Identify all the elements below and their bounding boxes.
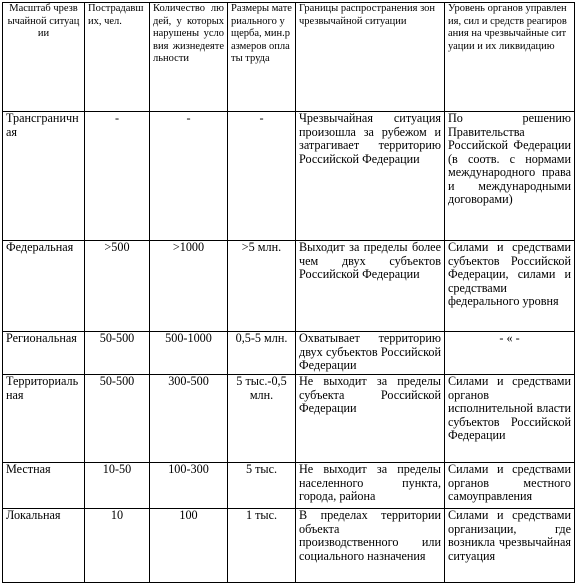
- cell-damage: 5 тыс.: [228, 463, 296, 509]
- cell-scale: Местная: [3, 463, 85, 509]
- table-row: [3, 332, 575, 375]
- cell-disrupted: 100: [150, 509, 228, 583]
- cell-disrupted: 100-300: [150, 463, 228, 509]
- table-row: [3, 112, 575, 241]
- cell-damage: >5 млн.: [228, 241, 296, 332]
- table-row: [3, 463, 575, 509]
- cell-response-level: Силами и средствами органов исполнительной власти субъектов Российской Федерации: [445, 375, 575, 463]
- cell-victims: 50-500: [85, 332, 150, 375]
- cell-damage: 5 тыс.-0,5 млн.: [228, 375, 296, 463]
- cell-damage: -: [228, 112, 296, 241]
- cell-disrupted: >1000: [150, 241, 228, 332]
- cell-victims: 50-500: [85, 375, 150, 463]
- cell-response-level: Силами и средствами органов местного самоуправления: [445, 463, 575, 509]
- cell-boundaries: Не выходит за пределы субъекта Российской Федерации: [296, 375, 445, 463]
- cell-boundaries: В пределах территории объекта производственного или социального назначения: [296, 509, 445, 583]
- cell-scale: Федеральная: [3, 241, 85, 332]
- table-row: [3, 241, 575, 332]
- cell-boundaries: Не выходит за пределы населенного пункта, города, района: [296, 463, 445, 509]
- cell-disrupted: 500-1000: [150, 332, 228, 375]
- header-response-level: Уровень органов управления, сил и средств реагирования на чрезвычайные ситуации и их ликвидацию: [445, 3, 575, 112]
- cell-boundaries: Охватывает территорию двух субъектов Российской Федерации: [296, 332, 445, 375]
- emergency-scale-table: [2, 2, 575, 583]
- header-victims: Пострадавших, чел.: [85, 3, 150, 112]
- cell-response-level: По решению Правительства Российской Федерации (в соотв. с нормами международного права и международными договорами): [445, 112, 575, 241]
- cell-boundaries: Выходит за пределы более чем двух субъектов Российской Федерации: [296, 241, 445, 332]
- cell-damage: 0,5-5 млн.: [228, 332, 296, 375]
- cell-disrupted: -: [150, 112, 228, 241]
- cell-scale: Региональная: [3, 332, 85, 375]
- cell-damage: 1 тыс.: [228, 509, 296, 583]
- cell-response-level: Силами и средствами организации, где возникла чрезвычайная ситуация: [445, 509, 575, 583]
- header-boundaries: Границы распространения зон чрезвычайной ситуации: [296, 3, 445, 112]
- header-damage: Размеры материального ущерба, мин.размеров оплаты труда: [228, 3, 296, 112]
- cell-victims: >500: [85, 241, 150, 332]
- table-row: [3, 375, 575, 463]
- table-row: [3, 509, 575, 583]
- cell-response-level: - « -: [445, 332, 575, 375]
- header-disrupted: Количество людей, у которых нарушены условия жизнедеятельности: [150, 3, 228, 112]
- cell-disrupted: 300-500: [150, 375, 228, 463]
- cell-victims: -: [85, 112, 150, 241]
- cell-scale: Территориальная: [3, 375, 85, 463]
- cell-boundaries: Чрезвычайная ситуация произошла за рубежом и затрагивает территорию Российской Федерации: [296, 112, 445, 241]
- cell-victims: 10: [85, 509, 150, 583]
- cell-scale: Трансграничная: [3, 112, 85, 241]
- header-scale: Масштаб чрезвычайной ситуации: [3, 3, 85, 112]
- cell-scale: Локальная: [3, 509, 85, 583]
- cell-response-level: Силами и средствами субъектов Российской Федерации, силами и средствами федерального уровня: [445, 241, 575, 332]
- header-row: [3, 3, 575, 112]
- cell-victims: 10-50: [85, 463, 150, 509]
